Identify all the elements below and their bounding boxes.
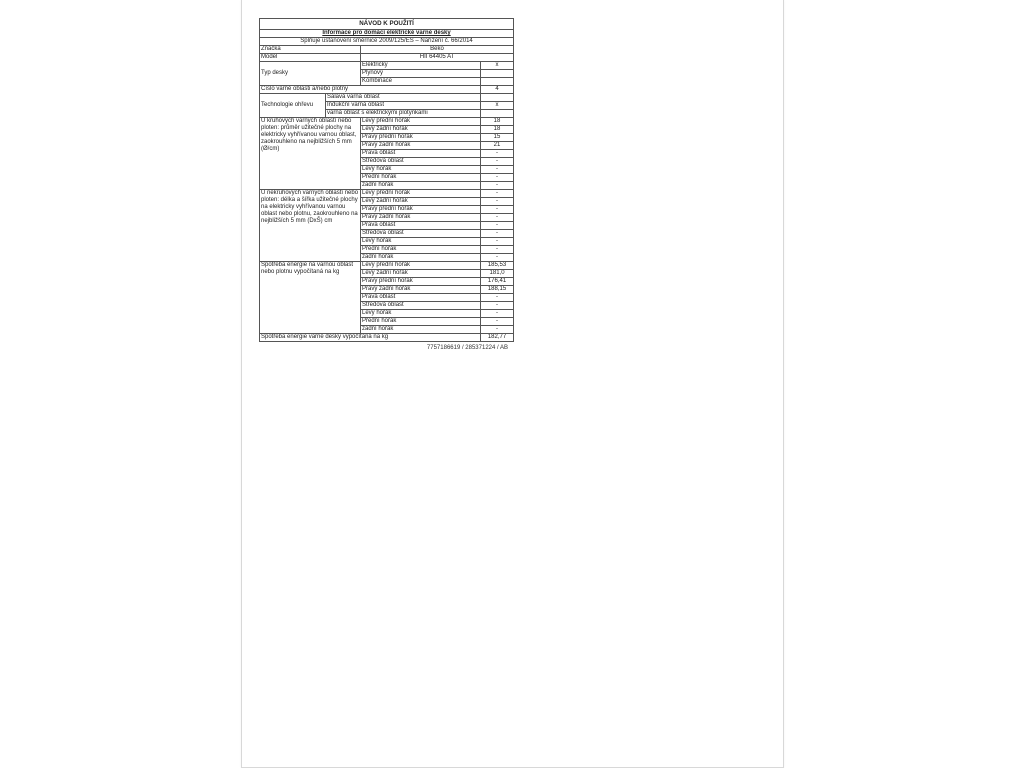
burner-value: - — [481, 166, 514, 174]
burner-value: 181,0 — [481, 270, 514, 278]
burner-name: Pravý zadní hořák — [361, 286, 481, 294]
burner-name: Levý zadní hořák — [361, 198, 481, 206]
spec-table — [259, 18, 514, 342]
burner-value: - — [481, 190, 514, 198]
burner-value: - — [481, 230, 514, 238]
burner-name: Středová oblast — [361, 158, 481, 166]
burner-value: 21 — [481, 142, 514, 150]
burner-name: Levý zadní hořák — [361, 126, 481, 134]
burner-name: Pravý zadní hořák — [361, 214, 481, 222]
burner-name: Přední hořák — [361, 174, 481, 182]
heating-tech-mark — [481, 94, 514, 102]
brand-row — [260, 46, 514, 54]
noncircular-row — [260, 190, 514, 198]
brand-label: Značka — [260, 46, 361, 54]
heating-tech-mark — [481, 110, 514, 118]
burner-value: - — [481, 294, 514, 302]
heating-tech-mark: x — [481, 102, 514, 110]
subtitle-row — [260, 30, 514, 38]
page-title: NÁVOD K POUŽITÍ — [260, 19, 514, 30]
zones-count-value: 4 — [481, 86, 514, 94]
burner-value: - — [481, 222, 514, 230]
burner-name: Pravá oblast — [361, 150, 481, 158]
burner-value: 176,41 — [481, 278, 514, 286]
burner-name: zadní hořák — [361, 182, 481, 190]
burner-name: Pravá oblast — [361, 222, 481, 230]
burner-value: 188,15 — [481, 286, 514, 294]
hob-type-mark: x — [481, 62, 514, 70]
hob-type-mark — [481, 70, 514, 78]
hob-type-row — [260, 62, 514, 70]
burner-name: zadní hořák — [361, 326, 481, 334]
burner-value: - — [481, 302, 514, 310]
heating-tech-option: Indukční varná oblast — [326, 102, 481, 110]
burner-name: Přední hořák — [361, 246, 481, 254]
burner-name: Levý zadní hořák — [361, 270, 481, 278]
document-code: 7757186619 / 285371224 / AB — [426, 345, 508, 351]
burner-name: Levý hořák — [361, 238, 481, 246]
hob-type-label: Typ desky — [260, 62, 361, 86]
burner-name: Středová oblast — [361, 302, 481, 310]
burner-value: 185,53 — [481, 262, 514, 270]
heating-tech-option: Sálavá varná oblast — [326, 94, 481, 102]
total-energy-value: 182,77 — [481, 334, 514, 342]
regulation-row — [260, 38, 514, 46]
heating-tech-option: varná oblast s elektrickými plotýnkami — [326, 110, 481, 118]
burner-name: Levý přední hořák — [361, 118, 481, 126]
burner-value: 15 — [481, 134, 514, 142]
hob-type-option: Elektrický — [361, 62, 481, 70]
document-subtitle: Informace pro domácí elektrické varné desky — [260, 30, 514, 38]
burner-name: Středová oblast — [361, 230, 481, 238]
burner-value: - — [481, 150, 514, 158]
burner-value: - — [481, 326, 514, 334]
burner-value: - — [481, 318, 514, 326]
hob-type-mark — [481, 78, 514, 86]
burner-name: Pravý přední hořák — [361, 134, 481, 142]
burner-name: zadní hořák — [361, 254, 481, 262]
model-label: Model — [260, 54, 361, 62]
burner-name: Levý přední hořák — [361, 190, 481, 198]
burner-name: Levý hořák — [361, 166, 481, 174]
burner-name: Přední hořák — [361, 318, 481, 326]
circular-row — [260, 118, 514, 126]
burner-name: Levý přední hořák — [361, 262, 481, 270]
total-energy-label: Spotřeba energie varné desky vypočítaná na kg — [260, 334, 481, 342]
total-energy-row — [260, 334, 514, 342]
brand-value: Beko — [361, 46, 514, 54]
hob-type-option: Kombinace — [361, 78, 481, 86]
heating-tech-row — [260, 94, 514, 102]
burner-value: - — [481, 206, 514, 214]
burner-name: Pravý přední hořák — [361, 278, 481, 286]
burner-name: Pravý zadní hořák — [361, 142, 481, 150]
zones-count-row — [260, 86, 514, 94]
burner-value: 18 — [481, 126, 514, 134]
burner-name: Levý hořák — [361, 310, 481, 318]
burner-value: 18 — [481, 118, 514, 126]
model-row — [260, 54, 514, 62]
hob-type-option: Plynový — [361, 70, 481, 78]
burner-value: - — [481, 182, 514, 190]
zones-count-label: Číslo varné oblasti a/nebo plotny — [260, 86, 481, 94]
burner-name: Pravý přední hořák — [361, 206, 481, 214]
burner-value: - — [481, 310, 514, 318]
energy-label: Spotřeba energie na varnou oblast nebo plotnu vypočítaná na kg — [260, 262, 361, 334]
burner-value: - — [481, 254, 514, 262]
model-value: HII 64405 AT — [361, 54, 514, 62]
energy-row — [260, 262, 514, 270]
heating-tech-label: Technologie ohřevu — [260, 94, 326, 118]
burner-name: Pravá oblast — [361, 294, 481, 302]
burner-value: - — [481, 158, 514, 166]
title-row — [260, 19, 514, 30]
burner-value: - — [481, 174, 514, 182]
regulation-text: Splňuje ustanovení směrnice 2009/125/ES – Nařízení č. 66/2014 — [260, 38, 514, 46]
noncircular-label: U nekruhových varných oblastí nebo ploten: délka a šířka užitečné plochy na elektricky vyhřívanou varnou oblast nebo plotnu, zaokrouhleno na nejbližších 5 mm (DxŠ) cm — [260, 190, 361, 262]
circular-label: U kruhových varných oblastí nebo ploten: průměr užitečné plochy na elektricky vyhřívanou varnou oblast, zaokrouhleno na nejbližších 5 mm (Ø/cm) — [260, 118, 361, 190]
burner-value: - — [481, 214, 514, 222]
burner-value: - — [481, 246, 514, 254]
burner-value: - — [481, 238, 514, 246]
energy-info-sheet — [259, 18, 513, 351]
burner-value: - — [481, 198, 514, 206]
